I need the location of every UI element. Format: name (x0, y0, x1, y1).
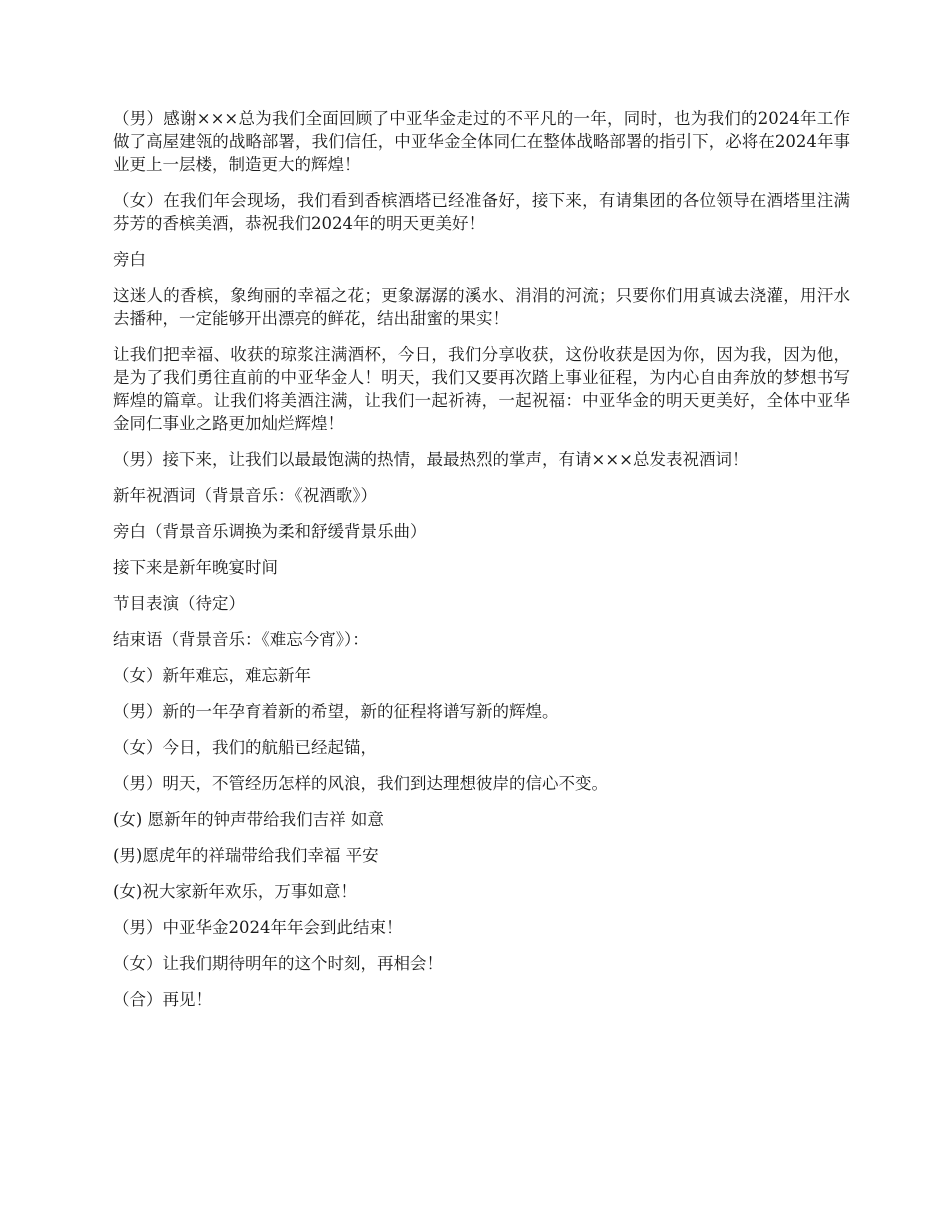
paragraph-16: (女) 愿新年的钟声带给我们吉祥 如意 (113, 810, 384, 829)
paragraph-9: 接下来是新年晚宴时间 (113, 558, 278, 577)
paragraph-3: 旁白 (113, 250, 146, 269)
paragraph-19: （男）中亚华金2024年年会到此结束！ (113, 918, 403, 937)
paragraph-15: （男）明天，不管经历怎样的风浪，我们到达理想彼岸的信心不变。 (113, 774, 608, 793)
paragraph-5: 让我们把幸福、收获的琼浆注满酒杯，今日，我们分享收获，这份收获是因为你，因为我，因为他，是为了我们勇往直前的中亚华金人！明天，我们又要再次踏上事业征程，为内心自由奔放的梦想书写辉煌的篇章。让我们将美酒注满，让我们一起祈祷，一起祝福：中亚华金的明天更美好，全体中亚华金同仁事业之路更加灿烂辉煌！ (113, 345, 850, 433)
paragraph-17: (男)愿虎年的祥瑞带给我们幸福 平安 (113, 846, 379, 865)
paragraph-14: （女）今日，我们的航船已经起锚， (113, 738, 377, 757)
paragraph-18: (女)祝大家新年欢乐，万事如意！ (113, 882, 357, 901)
paragraph-12: （女）新年难忘，难忘新年 (113, 666, 311, 685)
paragraph-13: （男）新的一年孕育着新的希望，新的征程将谱写新的辉煌。 (113, 702, 559, 721)
paragraph-1: （男）感谢×××总为我们全面回顾了中亚华金走过的不平凡的一年，同时，也为我们的2024年工作做了高屋建瓴的战略部署，我们信任，中亚华金全体同仁在整体战略部署的指引下，必将在2024年事业更上一层楼，制造更大的辉煌！ (113, 109, 850, 174)
paragraph-6: （男）接下来，让我们以最最饱满的热情，最最热烈的掌声，有请×××总发表祝酒词！ (113, 450, 749, 469)
paragraph-20: （女）让我们期待明年的这个时刻，再相会！ (113, 954, 443, 973)
paragraph-10: 节目表演（待定） (113, 594, 245, 613)
paragraph-8: 旁白（背景音乐调换为柔和舒缓背景乐曲） (113, 522, 427, 541)
paragraph-4: 这迷人的香槟，象绚丽的幸福之花；更象潺潺的溪水、涓涓的河流；只要你们用真诚去浇灌，用汗水去播种，一定能够开出漂亮的鲜花，结出甜蜜的果实！ (113, 286, 850, 328)
paragraph-7: 新年祝酒词（背景音乐：《祝酒歌》） (113, 486, 377, 505)
paragraph-2: （女）在我们年会现场，我们看到香槟酒塔已经准备好，接下来，有请集团的各位领导在酒塔里注满芬芳的香槟美酒，恭祝我们2024年的明天更美好！ (113, 191, 850, 233)
paragraph-21: （合）再见！ (113, 990, 212, 1009)
paragraph-11: 结束语（背景音乐：《难忘今宵》）： (113, 630, 369, 649)
